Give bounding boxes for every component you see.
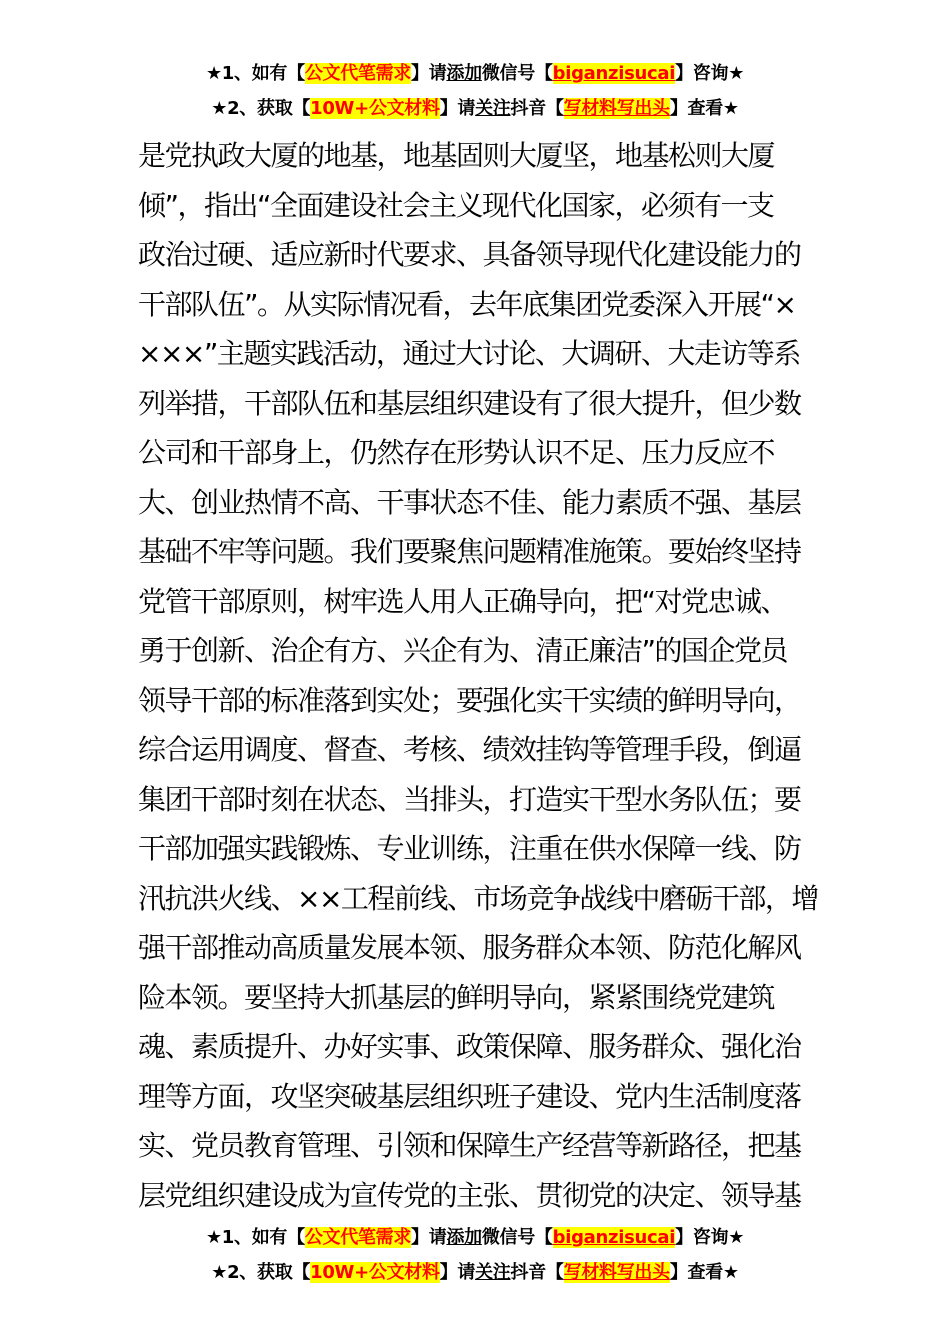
notice-text: 】咨询★	[675, 63, 745, 84]
douyin-id-highlight: 写材料写出头	[563, 98, 670, 119]
notice-text: ★1、如有【	[205, 1227, 305, 1248]
notice-text: ★2、获取【	[211, 1262, 311, 1283]
notice-underlined-text: 关注	[475, 1262, 511, 1283]
body-text-line: 集团干部时刻在状态、当排头，打造实干型水务队伍；要	[138, 782, 801, 816]
body-text-line: 汛抗洪火线、××工程前线、市场竞争战线中磨砺干部，增	[138, 881, 818, 915]
notice-text: 】咨询★	[675, 1227, 745, 1248]
footer-notice	[0, 1220, 950, 1290]
body-text-line: 魂、素质提升、办好实事、政策保障、服务群众、强化治	[138, 1030, 801, 1063]
body-text-line: 大、创业热情不高、干事状态不佳、能力素质不强、基层	[138, 485, 801, 519]
body-text-line: 勇于创新、治企有方、兴企有为、清正廉洁”的国企党员	[138, 634, 788, 667]
header-notice-line-2	[0, 91, 950, 126]
body-text-line: 领导干部的标准落到实处；要强化实干实绩的鲜明导向，	[138, 683, 801, 717]
body-text-line: 强干部推动高质量发展本领、服务群众本领、防范化解风	[138, 931, 801, 964]
notice-highlight: 公文代笔需求	[304, 63, 412, 84]
body-text-line: 理等方面，攻坚突破基层组织班子建设、党内生活制度落	[138, 1079, 801, 1113]
header-notice	[0, 0, 950, 126]
notice-text: 】请	[411, 63, 447, 84]
notice-highlight: 10W+公文材料	[310, 98, 440, 119]
footer-notice-line-2	[0, 1255, 950, 1290]
notice-highlight: 10W+公文材料	[310, 1262, 440, 1283]
body-text-line: 是党执政大厦的地基，地基固则大厦坚，地基松则大厦	[138, 139, 775, 172]
body-text-line: 综合运用调度、督查、考核、绩效挂钩等管理手段，倒逼	[138, 733, 801, 766]
document-body	[138, 131, 818, 1220]
notice-highlight: 公文代笔需求	[304, 1227, 412, 1248]
body-text-line: 层党组织建设成为宣传党的主张、贯彻党的决定、领导基	[138, 1178, 801, 1212]
body-text-line: 公司和干部身上，仍然存在形势认识不足、压力反应不	[138, 436, 775, 469]
notice-text: 抖音【	[510, 1262, 564, 1283]
notice-text: 微信号【	[481, 1227, 553, 1248]
notice-text: 】请	[439, 1262, 476, 1283]
header-notice-line-1	[0, 56, 950, 91]
body-text-line: 基础不牢等问题。我们要聚焦问题精准施策。要始终坚持	[138, 535, 801, 568]
body-text-line: 实、党员教育管理、引领和保障生产经营等新路径，把基	[138, 1129, 801, 1162]
notice-text: 】请	[411, 1227, 447, 1248]
body-text-line: ×××”主题实践活动，通过大讨论、大调研、大走访等系	[138, 337, 800, 370]
notice-text: 】查看★	[669, 98, 739, 119]
body-text-line: 政治过硬、适应新时代要求、具备领导现代化建设能力的	[138, 238, 801, 271]
notice-text: ★1、如有【	[205, 63, 305, 84]
body-text-line: 险本领。要坚持大抓基层的鲜明导向，紧紧围绕党建筑	[138, 980, 775, 1014]
body-text-line: 干部队伍”。从实际情况看，去年底集团党委深入开展“×	[138, 287, 796, 321]
notice-underlined-text: 添加	[446, 63, 482, 84]
notice-text: 】请	[439, 98, 476, 119]
wechat-id-highlight: biganzisucai	[552, 63, 676, 84]
notice-text: ★2、获取【	[211, 98, 311, 119]
notice-text: 】查看★	[669, 1262, 739, 1283]
notice-text: 微信号【	[481, 63, 553, 84]
body-text-line: 列举措，干部队伍和基层组织建设有了很大提升，但少数	[138, 386, 801, 420]
notice-text: 抖音【	[510, 98, 564, 119]
wechat-id-highlight: biganzisucai	[552, 1227, 676, 1248]
body-text-line: 党管干部原则，树牢选人用人正确导向，把“对党忠诚、	[138, 584, 788, 618]
notice-underlined-text: 关注	[475, 98, 511, 119]
footer-notice-line-1	[0, 1220, 950, 1255]
body-text-line: 倾”，指出“全面建设社会主义现代化国家，必须有一支	[138, 188, 774, 222]
notice-underlined-text: 添加	[446, 1227, 482, 1248]
body-text-line: 干部加强实践锻炼、专业训练，注重在供水保障一线、防	[138, 832, 801, 865]
douyin-id-highlight: 写材料写出头	[563, 1262, 670, 1283]
